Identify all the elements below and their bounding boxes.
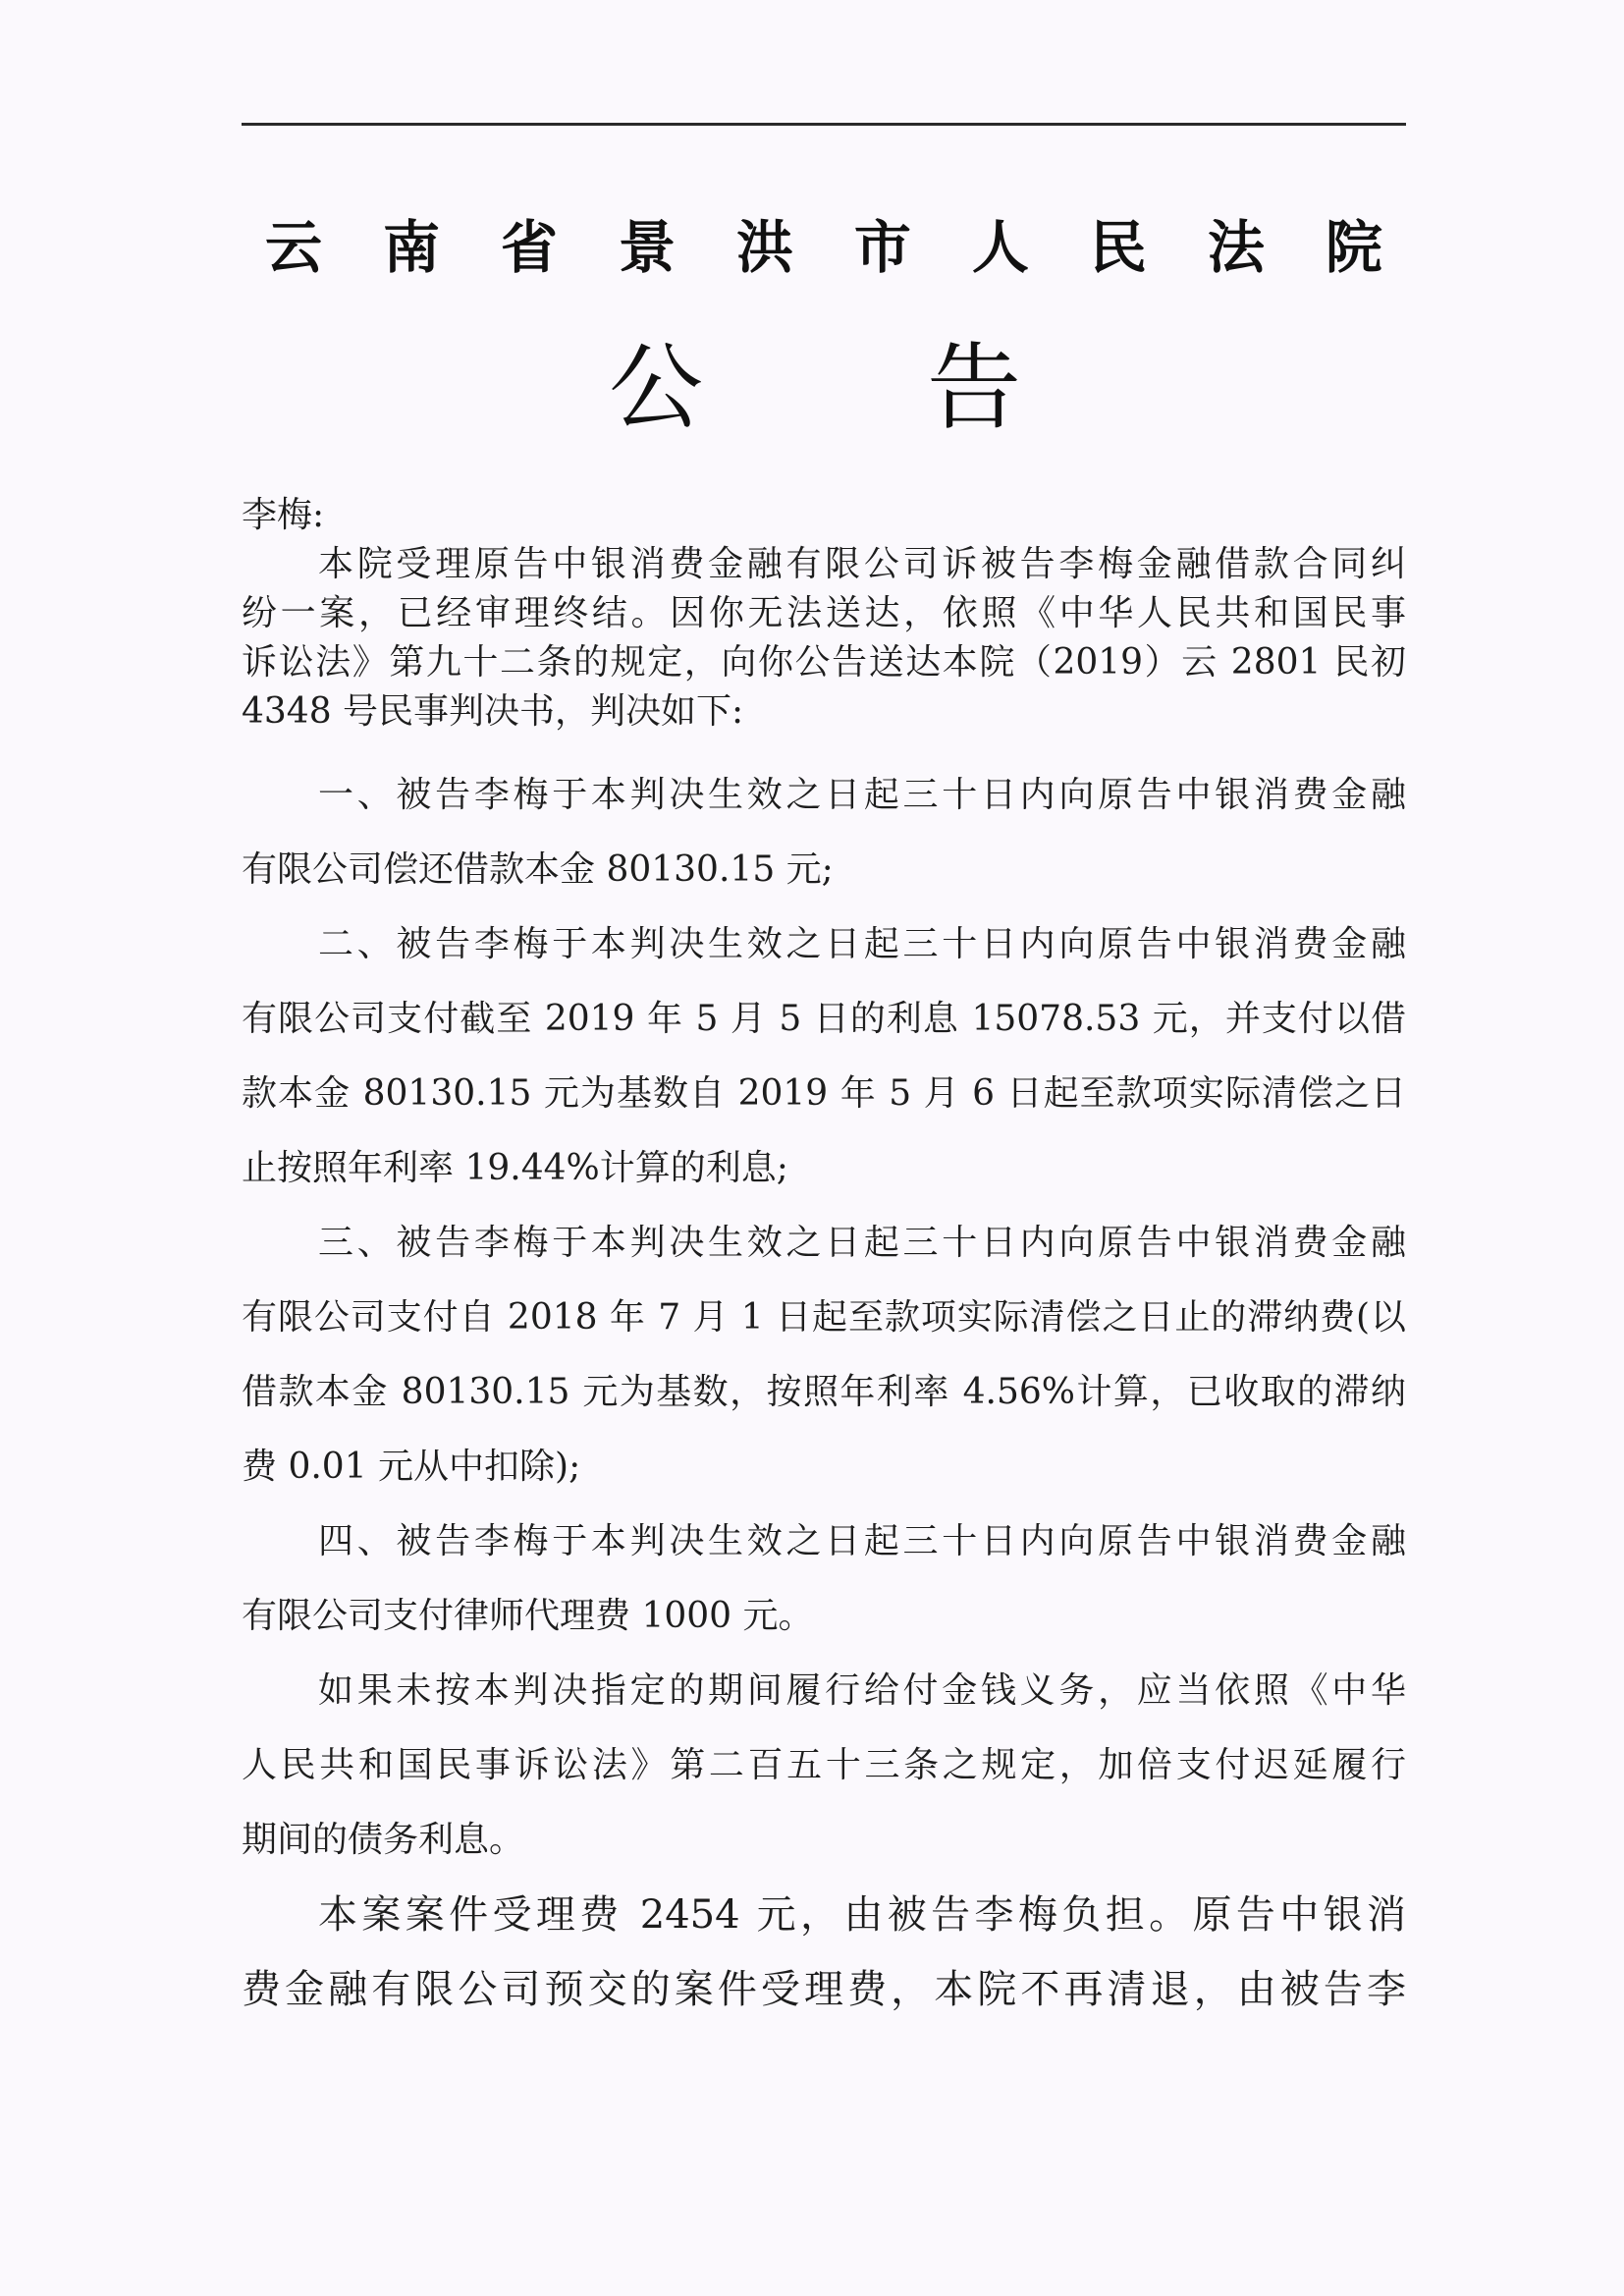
text-line: 本院受理原告中银消费金融有限公司诉被告李梅金融借款合同纠 (318, 544, 1406, 584)
text-line: 有限公司支付截至 2019 年 5 月 5 日的利息 15078.53 元，并支付以借 (242, 999, 1406, 1039)
court-name-char: 市 (853, 214, 911, 281)
text-line: 有限公司偿还借款本金 80130.15 元; (242, 849, 834, 890)
court-name-char: 院 (1325, 214, 1382, 281)
court-name-char: 南 (382, 214, 440, 281)
notice-title-char: 公 (609, 333, 703, 443)
header-rule (242, 123, 1406, 126)
text-line: 款本金 80130.15 元为基数自 2019 年 5 月 6 日起至款项实际清偿之日 (242, 1073, 1406, 1114)
court-name-char: 洪 (735, 214, 793, 281)
judgment-item-3: 三、被告李梅于本判决生效之日起三十日内向原告中银消费金融 (318, 1223, 1406, 1263)
notice-title-char: 告 (927, 333, 1021, 443)
court-name-char: 民 (1089, 214, 1147, 281)
court-name-char: 人 (971, 214, 1029, 281)
court-name-char: 云 (265, 214, 323, 281)
judgment-item-2: 二、被告李梅于本判决生效之日起三十日内向原告中银消费金融 (318, 924, 1406, 964)
text-line: 费金融有限公司预交的案件受理费，本院不再清退，由被告李 (242, 1967, 1406, 2012)
court-name-char: 法 (1207, 214, 1265, 281)
text-line: 有限公司支付律师代理费 1000 元。 (242, 1596, 814, 1636)
court-name-char: 景 (618, 214, 676, 281)
text-line: 止按照年利率 19.44%计算的利息; (242, 1148, 788, 1188)
court-name (242, 208, 1406, 287)
text-line: 费 0.01 元从中扣除); (242, 1447, 581, 1487)
judgment-item-1: 一、被告李梅于本判决生效之日起三十日内向原告中银消费金融 (318, 775, 1406, 815)
text-line: 诉讼法》第九十二条的规定，向你公告送达本院（2019）云 2801 民初 (242, 642, 1406, 683)
text-line: 借款本金 80130.15 元为基数，按照年利率 4.56%计算，已收取的滞纳 (242, 1372, 1406, 1412)
text-line: 人民共和国民事诉讼法》第二百五十三条之规定，加倍支付迟延履行 (242, 1745, 1406, 1785)
text-line: 纷一案，已经审理终结。因你无法送达，依照《中华人民共和国民事 (242, 593, 1406, 633)
addressee-line: 李梅: (242, 495, 325, 535)
judgment-item-4: 四、被告李梅于本判决生效之日起三十日内向原告中银消费金融 (318, 1521, 1406, 1561)
notice-title (609, 329, 1021, 447)
court-name-char: 省 (500, 214, 558, 281)
text-line: 4348 号民事判决书，判决如下: (242, 691, 744, 732)
text-line: 有限公司支付自 2018 年 7 月 1 日起至款项实际清偿之日止的滞纳费(以 (242, 1297, 1406, 1338)
case-fee-paragraph: 本案案件受理费 2454 元，由被告李梅负担。原告中银消 (318, 1892, 1406, 1938)
delay-interest-paragraph: 如果未按本判决指定的期间履行给付金钱义务，应当依照《中华 (318, 1670, 1406, 1711)
text-line: 期间的债务利息。 (242, 1820, 525, 1860)
